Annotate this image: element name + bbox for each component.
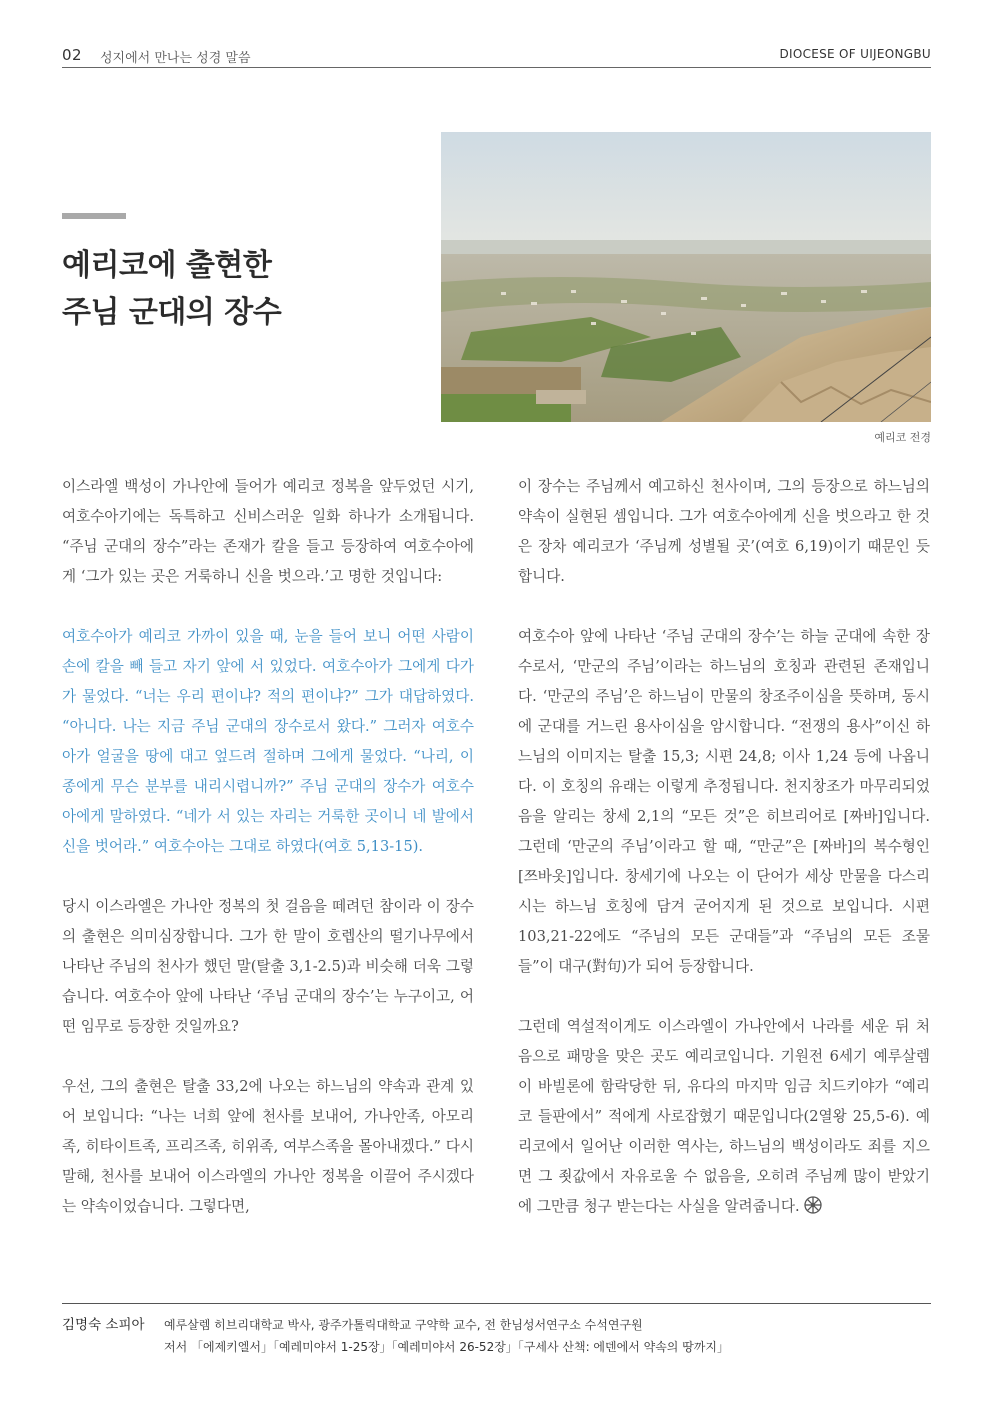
footer-divider <box>62 1303 931 1304</box>
paragraph: 이스라엘 백성이 가나안에 들어가 예리코 정복을 앞두었던 시기, 여호수아기에는 독특하고 신비스러운 일화 하나가 소개됩니다. “주님 군대의 장수”라는 존재가 칼을 들고 등장하여 여호수아에게 ‘그가 있는 곳은 거룩하니 신을 벗으라.’고 명한 것입니다: <box>62 478 474 585</box>
paragraph-final <box>518 1012 930 1225</box>
page-number: 02 <box>62 46 83 64</box>
paragraph: 이 장수는 주님께서 예고하신 천사이며, 그의 등장으로 하느님의 약속이 실현된 셈입니다. 그가 여호수아에게 신을 벗으라고 한 것은 장차 예리코가 ‘주님께 성별될 곳’(여호 6,19)이기 때문인 듯합니다. <box>518 478 930 585</box>
paragraph-final-text: 그런데 역설적이게도 이스라엘이 가나안에서 나라를 세운 뒤 처음으로 패망을 맞은 곳도 예리코입니다. 기원전 6세기 예루살렘이 바빌론에 함락당한 뒤, 유다의 마지막 임금 치드키야가 “예리코 들판에서” 적에게 사로잡혔기 때문입니다(2열왕 25,5-6). 예리코에서 일어난 이러한 역사는, 하느님의 백성이라도 죄를 지으면 그 죗값에서 자유로울 수 없음을, 오히려 주님께 많이 받았기에 그만큼 청구 받는다는 사실을 알려줍니다. <box>518 1018 930 1215</box>
paragraph: 우선, 그의 출현은 탈출 33,2에 나오는 하느님의 약속과 관계 있어 보입니다: “나는 너희 앞에 천사를 보내어, 가나안족, 아모리족, 히타이트족, 프리즈족, 히위족, 여부스족을 몰아내겠다.” 다시 말해, 천사를 보내어 이스라엘의 가나안 정복을 이끌어 주시겠다는 약속이었습니다. 그렇다면, <box>62 1078 474 1215</box>
cross-emblem-icon <box>804 1195 822 1225</box>
author-bio <box>164 1314 931 1358</box>
author-name: 김명숙 소피아 <box>62 1317 145 1333</box>
page-header <box>62 44 931 66</box>
author-credentials: 예루살렘 히브리대학교 박사, 광주가톨릭대학교 구약학 교수, 전 한님성서연구소 수석연구원 <box>164 1318 643 1332</box>
header-divider <box>62 67 931 68</box>
article-title <box>62 242 422 336</box>
title-line-2: 주님 군대의 장수 <box>62 295 282 330</box>
section-title: 성지에서 만나는 성경 말씀 <box>100 51 251 66</box>
jericho-landscape-photo <box>441 132 931 422</box>
paragraph: 당시 이스라엘은 가나안 정복의 첫 걸음을 떼려던 참이라 이 장수의 출현은 의미심장합니다. 그가 한 말이 호렙산의 떨기나무에서 나타난 주님의 천사가 했던 말(탈출 3,1-2.5)과 비슷해 더욱 그렇습니다. 여호수아 앞에 나타난 ‘주님 군대의 장수’는 누구이고, 어떤 임무로 등장한 것일까요? <box>62 898 474 1035</box>
title-accent-bar <box>62 213 126 219</box>
title-line-1: 예리코에 출현한 <box>62 248 272 283</box>
body-column-left <box>62 472 474 1222</box>
scripture-quote: 여호수아가 예리코 가까이 있을 때, 눈을 들어 보니 어떤 사람이 손에 칼을 빼 들고 자기 앞에 서 있었다. 여호수아가 그에게 다가가 물었다. “너는 우리 편이냐? 적의 편이냐?” 그가 대답하였다. “아니다. 나는 지금 주님 군대의 장수로서 왔다.” 그러자 여호수아가 얼굴을 땅에 대고 엎드려 절하며 그에게 물었다. “나리, 이 종에게 무슨 분부를 내리시렵니까?” 주님 군대의 장수가 여호수아에게 말하였다. “네가 서 있는 자리는 거룩한 곳이니 네 발에서 신을 벗어라.” 여호수아는 그대로 하였다(여호 5,13-15). <box>62 628 474 855</box>
paragraph: 여호수아 앞에 나타난 ‘주님 군대의 장수’는 하늘 군대에 속한 장수로서, ‘만군의 주님’이라는 하느님의 호칭과 관련된 존재입니다. ‘만군의 주님’은 하느님이 만물의 창조주이심을 뜻하며, 동시에 군대를 거느린 용사이심을 암시합니다. “전쟁의 용사”이신 하느님의 이미지는 탈출 15,3; 시편 24,8; 이사 1,24 등에 나옵니다. 이 호칭의 유래는 이렇게 추정됩니다. 천지창조가 마무리되었음을 알리는 창세 2,1의 “모든 것”은 히브리어로 [짜바]입니다. 그런데 ‘만군의 주님’이라고 할 때, “만군”은 [짜바]의 복수형인 [쯔바옷]입니다. 창세기에 나오는 이 단어가 세상 만물을 다스리시는 하느님 호칭에 담겨 굳어지게 된 것으로 보입니다. 시편 103,21-22에도 “주님의 모든 군대들”과 “주님의 모든 조물들”이 대구(對句)가 되어 등장합니다. <box>518 628 930 975</box>
diocese-name: DIOCESE OF UIJEONGBU <box>779 47 931 61</box>
photo-caption: 예리코 전경 <box>874 431 931 444</box>
author-publications: 저서 「에제키엘서」「예레미야서 1-25장」「예레미야서 26-52장」「구세사 산책: 에덴에서 약속의 땅까지」 <box>164 1340 729 1354</box>
body-column-right <box>518 472 930 1225</box>
